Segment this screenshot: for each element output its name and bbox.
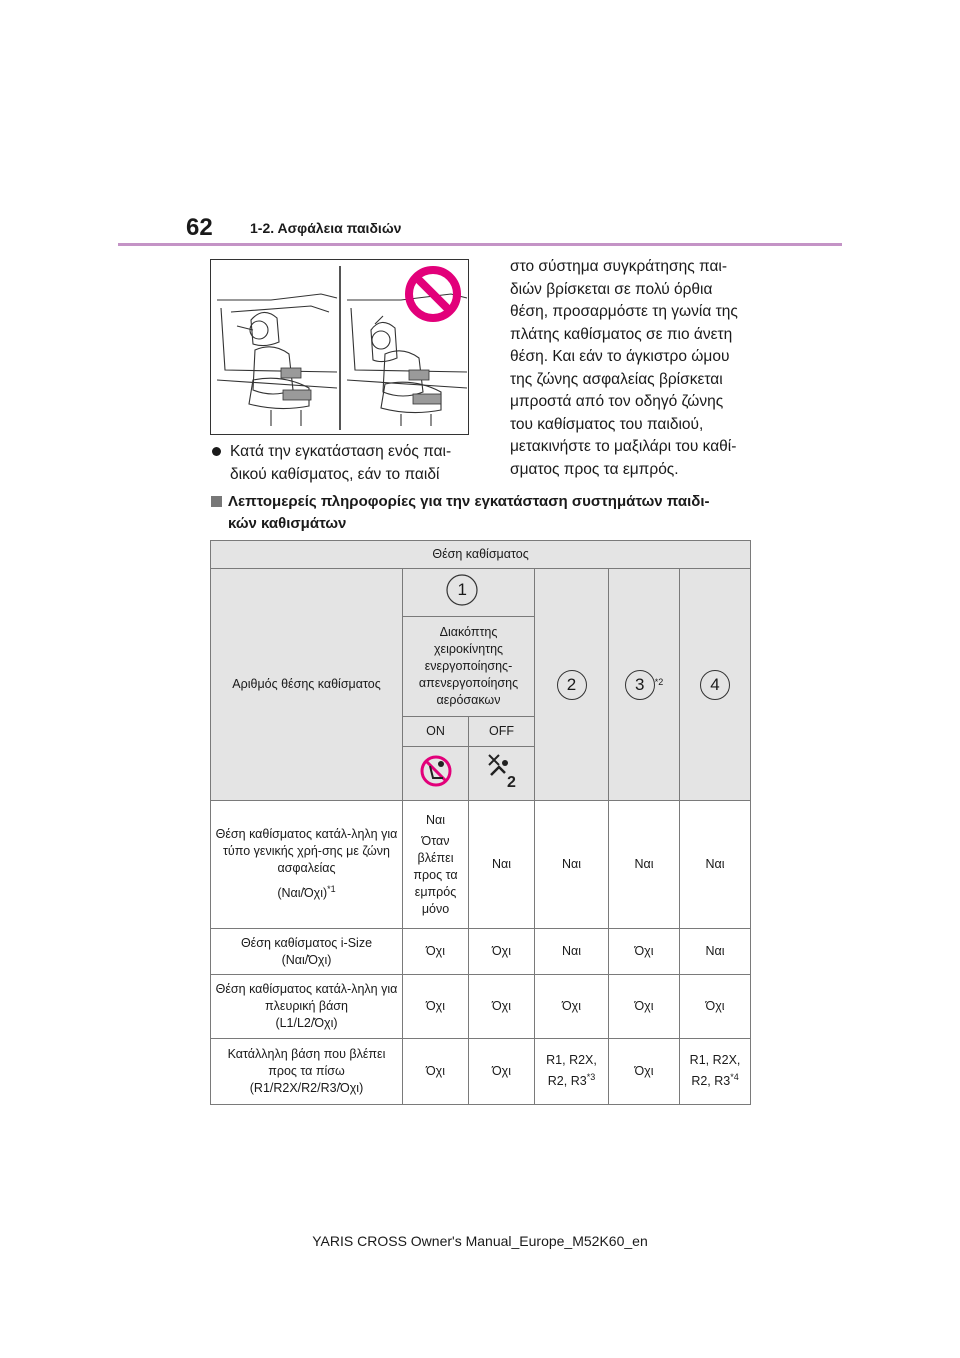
row4-on: Όχι [403,1039,469,1105]
seat-number-label: Αριθμός θέσης καθίσματος [211,569,403,801]
row3-seat4: Όχι [680,975,751,1039]
row4-seat4-line1: R1, R2X, [689,1053,741,1068]
child-seat-table [210,540,751,1105]
row1-off: Ναι [469,801,535,929]
panel-divider [339,266,341,430]
section-title: 1-2. Ασφάλεια παιδιών [250,220,402,236]
row1-on-detail: Όταν βλέπει προς τα εμπρός μόνο [413,833,458,916]
seat-1-cell [403,569,535,617]
text-line: του καθίσματος του παιδιού, [510,415,704,433]
airbag-off-icon [419,754,453,788]
seat-4-cell [680,569,751,801]
row1-seat2: Ναι [535,801,609,929]
text-line: μπροστά από τον οδηγό ζώνης [510,393,724,410]
heading-line: κών καθισμάτων [228,515,347,532]
svg-text:2: 2 [506,774,516,791]
row3-seat3: Όχι [609,975,680,1039]
row4-seat2 [535,1039,609,1105]
seat-3-note: *2 [654,676,664,687]
row3-label-sub: (L1/L2/Όχι) [275,1016,338,1030]
row4-seat3: Όχι [609,1039,680,1105]
page-number: 62 [186,214,213,241]
row1-label-note: *1 [327,884,336,895]
row3-seat2: Όχι [535,975,609,1039]
row1-seat3: Ναι [609,801,680,929]
switch-on-label: ON [403,717,469,747]
row1-on [403,801,469,929]
row2-off: Όχι [469,929,535,975]
heading-line: Λεπτομερείς πληροφορίες για την εγκατάσταση συστημάτων παιδι- [228,493,710,510]
text-line: μετακινήστε το μαξιλάρι του καθί- [510,438,737,455]
row2-seat3: Όχι [609,929,680,975]
row4-seat2-line2: R2, R3 [547,1074,587,1089]
row2-label [211,929,403,975]
bullet-line: δικού καθίσματος, εάν το παιδί [230,465,440,483]
row2-on: Όχι [403,929,469,975]
airbag-switch-label: Διακόπτης χειροκίνητης ενεργοποίησης-απενεργοποίησης αερόσακων [403,617,535,717]
row3-label [211,975,403,1039]
seat-2-number: 2 [557,670,587,700]
row1-seat4: Ναι [680,801,751,929]
bullet-paragraph [230,441,451,486]
text-line: της ζώνης ασφαλείας βρίσκεται [510,370,723,388]
airbag-off-icon-cell [403,747,469,801]
row4-label-sub: (R1/R2X/R2/R3/Όχι) [249,1081,364,1095]
square-bullet-icon [211,496,222,507]
section-heading [228,491,710,535]
row4-label [211,1039,403,1105]
seat-3-number: 3 [625,670,655,700]
row2-label-sub: (Ναι/Όχι) [281,952,332,967]
seat-1-number: 1 [457,580,467,599]
row4-seat4-line2: R2, R3 [691,1074,731,1089]
text-line: πλάτης καθίσματος σε πιο άνετη [510,325,733,343]
row4-seat2-note: *3 [586,1072,596,1083]
text-line: διών βρίσκεται σε πολύ όρθια [510,280,713,298]
airbag-on-icon-cell [469,747,535,801]
row4-off: Όχι [469,1039,535,1105]
row4-label-text: Κατάλληλη βάση που βλέπει προς τα πίσω [227,1047,386,1078]
row4-seat4-note: *4 [730,1072,739,1083]
row4-seat4 [680,1039,751,1105]
row2-seat2: Ναι [535,929,609,975]
airbag-on-icon [483,751,521,791]
text-line: θέση, προσαρμόστε τη γωνία της [510,303,738,320]
bullet-line: Κατά την εγκατάσταση ενός παι- [230,443,452,460]
bullet-icon [212,447,221,456]
seat-2-cell [535,569,609,801]
row3-label-text: Θέση καθίσματος κατάλ-ληλη για πλευρική βάση [215,982,398,1013]
row1-label-sub: (Ναι/Όχι) [277,886,328,901]
text-line: σματος προς τα εμπρός. [510,460,679,478]
row1-label [211,801,403,929]
right-column-text [510,256,760,481]
switch-off-label: OFF [469,717,535,747]
child-seat-figure [210,259,469,435]
row1-on-top: Ναι [425,812,446,827]
row3-off: Όχι [469,975,535,1039]
row1-label-text: Θέση καθίσματος κατάλ-ληλη για τύπο γενικής χρή-σης με ζώνη ασφαλείας [215,827,398,876]
seat-3-cell [609,569,680,801]
text-line: στο σύστημα συγκράτησης παι- [510,258,728,275]
row2-label-text: Θέση καθίσματος i-Size [240,935,373,950]
row3-on: Όχι [403,975,469,1039]
row2-seat4: Ναι [680,929,751,975]
footer: YARIS CROSS Owner's Manual_Europe_M52K60_en [312,1233,648,1249]
seat-4-number: 4 [700,670,730,700]
row4-seat2-line1: R1, R2X, [546,1053,597,1068]
header-rule [118,243,842,246]
table-top-header: Θέση καθίσματος [211,541,751,569]
text-line: θέση. Και εάν το άγκιστρο ώμου [510,348,730,365]
